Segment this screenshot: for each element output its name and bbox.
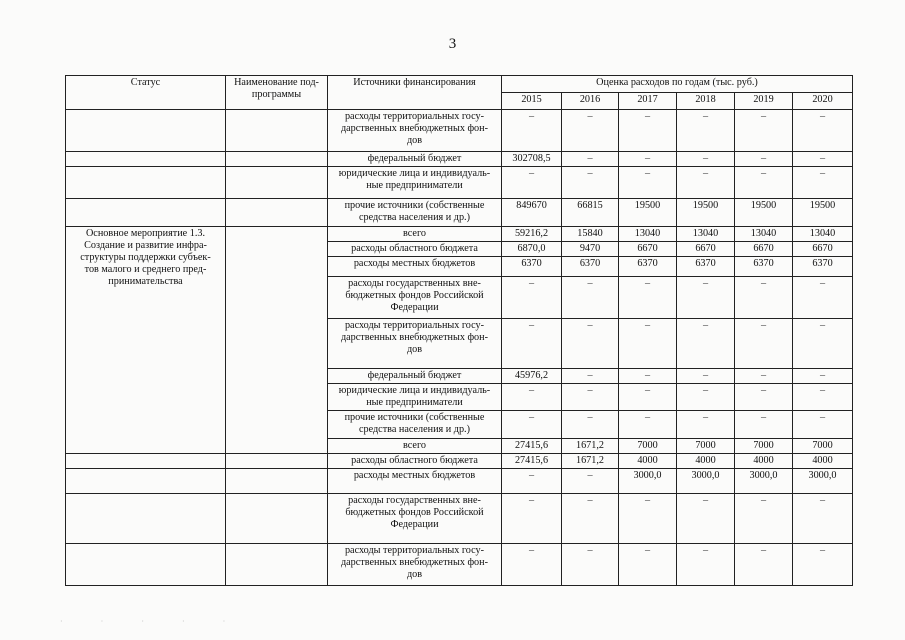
value-cell: –	[793, 544, 853, 586]
value-cell: 59216,2	[502, 227, 562, 242]
status-cell: Основное мероприятие 1.3. Создание и развитие инфра- структуры поддержки субъек- тов малого и среднего пред- принимательства	[66, 227, 226, 454]
subprogram-cell	[226, 110, 328, 152]
value-cell: –	[793, 110, 853, 152]
source-cell: юридические лица и индивидуаль- ные предприниматели	[328, 384, 502, 411]
value-cell: –	[562, 369, 619, 384]
source-cell: всего	[328, 439, 502, 454]
source-cell: прочие источники (собственные средства населения и др.)	[328, 199, 502, 227]
value-cell: –	[793, 411, 853, 439]
value-cell: –	[735, 277, 793, 319]
source-cell: расходы областного бюджета	[328, 242, 502, 257]
source-cell: расходы государственных вне- бюджетных фондов Российской Федерации	[328, 494, 502, 544]
table-row	[66, 152, 853, 167]
table-row	[66, 454, 853, 469]
table-row	[66, 167, 853, 199]
value-cell: –	[677, 319, 735, 369]
table-row	[66, 494, 853, 544]
value-cell: –	[502, 110, 562, 152]
value-cell: –	[793, 167, 853, 199]
value-cell: –	[562, 384, 619, 411]
value-cell: –	[677, 544, 735, 586]
source-cell: федеральный бюджет	[328, 152, 502, 167]
value-cell: 7000	[619, 439, 677, 454]
status-cell	[66, 494, 226, 544]
value-cell: –	[677, 411, 735, 439]
status-cell	[66, 469, 226, 494]
source-cell: прочие источники (собственные средства населения и др.)	[328, 411, 502, 439]
value-cell: –	[562, 411, 619, 439]
table-row	[66, 469, 853, 494]
value-cell: 6370	[619, 257, 677, 277]
value-cell: –	[619, 544, 677, 586]
value-cell: 6670	[619, 242, 677, 257]
value-cell: 7000	[793, 439, 853, 454]
value-cell: –	[502, 469, 562, 494]
value-cell: –	[562, 152, 619, 167]
value-cell: –	[562, 110, 619, 152]
header-year: 2017	[619, 93, 677, 110]
value-cell: 4000	[793, 454, 853, 469]
status-cell	[66, 199, 226, 227]
value-cell: 27415,6	[502, 439, 562, 454]
value-cell: –	[619, 167, 677, 199]
value-cell: 6670	[677, 242, 735, 257]
value-cell: 13040	[735, 227, 793, 242]
value-cell: 3000,0	[619, 469, 677, 494]
value-cell: –	[793, 384, 853, 411]
value-cell: –	[619, 152, 677, 167]
value-cell: –	[502, 319, 562, 369]
value-cell: 45976,2	[502, 369, 562, 384]
value-cell: –	[619, 319, 677, 369]
value-cell: 302708,5	[502, 152, 562, 167]
subprogram-cell	[226, 152, 328, 167]
header-year: 2015	[502, 93, 562, 110]
subprogram-cell	[226, 494, 328, 544]
status-cell	[66, 544, 226, 586]
header-year: 2018	[677, 93, 735, 110]
subprogram-cell	[226, 167, 328, 199]
value-cell: –	[502, 411, 562, 439]
scan-noise: · · · · ·	[60, 617, 244, 626]
value-cell: –	[562, 167, 619, 199]
header-sources: Источники финансирования	[328, 76, 502, 110]
value-cell: 849670	[502, 199, 562, 227]
value-cell: 4000	[619, 454, 677, 469]
value-cell: –	[677, 152, 735, 167]
value-cell: –	[793, 494, 853, 544]
value-cell: –	[735, 110, 793, 152]
value-cell: –	[562, 319, 619, 369]
value-cell: 15840	[562, 227, 619, 242]
value-cell: –	[735, 152, 793, 167]
value-cell: 3000,0	[677, 469, 735, 494]
header-year: 2019	[735, 93, 793, 110]
value-cell: –	[562, 494, 619, 544]
value-cell: 6670	[793, 242, 853, 257]
value-cell: 19500	[677, 199, 735, 227]
value-cell: 6370	[793, 257, 853, 277]
table-row	[66, 110, 853, 152]
value-cell: –	[619, 277, 677, 319]
value-cell: 27415,6	[502, 454, 562, 469]
value-cell: –	[677, 384, 735, 411]
source-cell: расходы государственных вне- бюджетных фондов Российской Федерации	[328, 277, 502, 319]
value-cell: –	[677, 369, 735, 384]
budget-table	[65, 75, 853, 586]
status-cell	[66, 454, 226, 469]
source-cell: расходы местных бюджетов	[328, 257, 502, 277]
source-cell: расходы областного бюджета	[328, 454, 502, 469]
value-cell: 6870,0	[502, 242, 562, 257]
header-year: 2020	[793, 93, 853, 110]
source-cell: юридические лица и индивидуаль- ные предприниматели	[328, 167, 502, 199]
value-cell: –	[793, 152, 853, 167]
value-cell: 6370	[735, 257, 793, 277]
value-cell: –	[619, 384, 677, 411]
value-cell: 3000,0	[793, 469, 853, 494]
subprogram-cell	[226, 544, 328, 586]
value-cell: –	[677, 494, 735, 544]
value-cell: –	[562, 544, 619, 586]
value-cell: 19500	[793, 199, 853, 227]
header-status: Статус	[66, 76, 226, 110]
value-cell: 7000	[677, 439, 735, 454]
value-cell: –	[502, 167, 562, 199]
value-cell: –	[619, 411, 677, 439]
value-cell: 6670	[735, 242, 793, 257]
value-cell: –	[735, 384, 793, 411]
source-cell: расходы территориальных госу- дарственных внебюджетных фон- дов	[328, 319, 502, 369]
value-cell: 4000	[677, 454, 735, 469]
value-cell: –	[619, 110, 677, 152]
page-number: 3	[448, 36, 457, 52]
value-cell: 13040	[619, 227, 677, 242]
value-cell: 6370	[677, 257, 735, 277]
value-cell: 19500	[735, 199, 793, 227]
header-estimate: Оценка расходов по годам (тыс. руб.)	[502, 76, 853, 93]
value-cell: –	[735, 167, 793, 199]
source-cell: расходы местных бюджетов	[328, 469, 502, 494]
value-cell: –	[502, 544, 562, 586]
value-cell: 13040	[793, 227, 853, 242]
value-cell: 6370	[502, 257, 562, 277]
value-cell: 7000	[735, 439, 793, 454]
value-cell: –	[677, 110, 735, 152]
table-row	[66, 199, 853, 227]
value-cell: 9470	[562, 242, 619, 257]
value-cell: –	[619, 369, 677, 384]
value-cell: 13040	[677, 227, 735, 242]
value-cell: –	[677, 167, 735, 199]
value-cell: –	[502, 277, 562, 319]
value-cell: –	[562, 277, 619, 319]
status-cell	[66, 152, 226, 167]
source-cell: всего	[328, 227, 502, 242]
value-cell: 4000	[735, 454, 793, 469]
source-cell: расходы территориальных госу- дарственных внебюджетных фон- дов	[328, 544, 502, 586]
subprogram-cell	[226, 454, 328, 469]
value-cell: 1671,2	[562, 439, 619, 454]
table-row	[66, 544, 853, 586]
header-year: 2016	[562, 93, 619, 110]
subprogram-cell	[226, 227, 328, 454]
status-cell	[66, 110, 226, 152]
value-cell: 19500	[619, 199, 677, 227]
value-cell: –	[562, 469, 619, 494]
value-cell: 1671,2	[562, 454, 619, 469]
value-cell: –	[502, 494, 562, 544]
value-cell: –	[502, 384, 562, 411]
header-subprogram: Наименование под- программы	[226, 76, 328, 110]
source-cell: федеральный бюджет	[328, 369, 502, 384]
value-cell: 3000,0	[735, 469, 793, 494]
subprogram-cell	[226, 469, 328, 494]
value-cell: –	[735, 494, 793, 544]
value-cell: 6370	[562, 257, 619, 277]
value-cell: –	[735, 544, 793, 586]
value-cell: –	[793, 277, 853, 319]
source-cell: расходы территориальных госу- дарственных внебюджетных фон- дов	[328, 110, 502, 152]
subprogram-cell	[226, 199, 328, 227]
table-row	[66, 227, 853, 242]
status-cell	[66, 167, 226, 199]
value-cell: –	[793, 319, 853, 369]
value-cell: –	[735, 319, 793, 369]
value-cell: –	[735, 411, 793, 439]
value-cell: 66815	[562, 199, 619, 227]
value-cell: –	[677, 277, 735, 319]
value-cell: –	[735, 369, 793, 384]
value-cell: –	[619, 494, 677, 544]
value-cell: –	[793, 369, 853, 384]
